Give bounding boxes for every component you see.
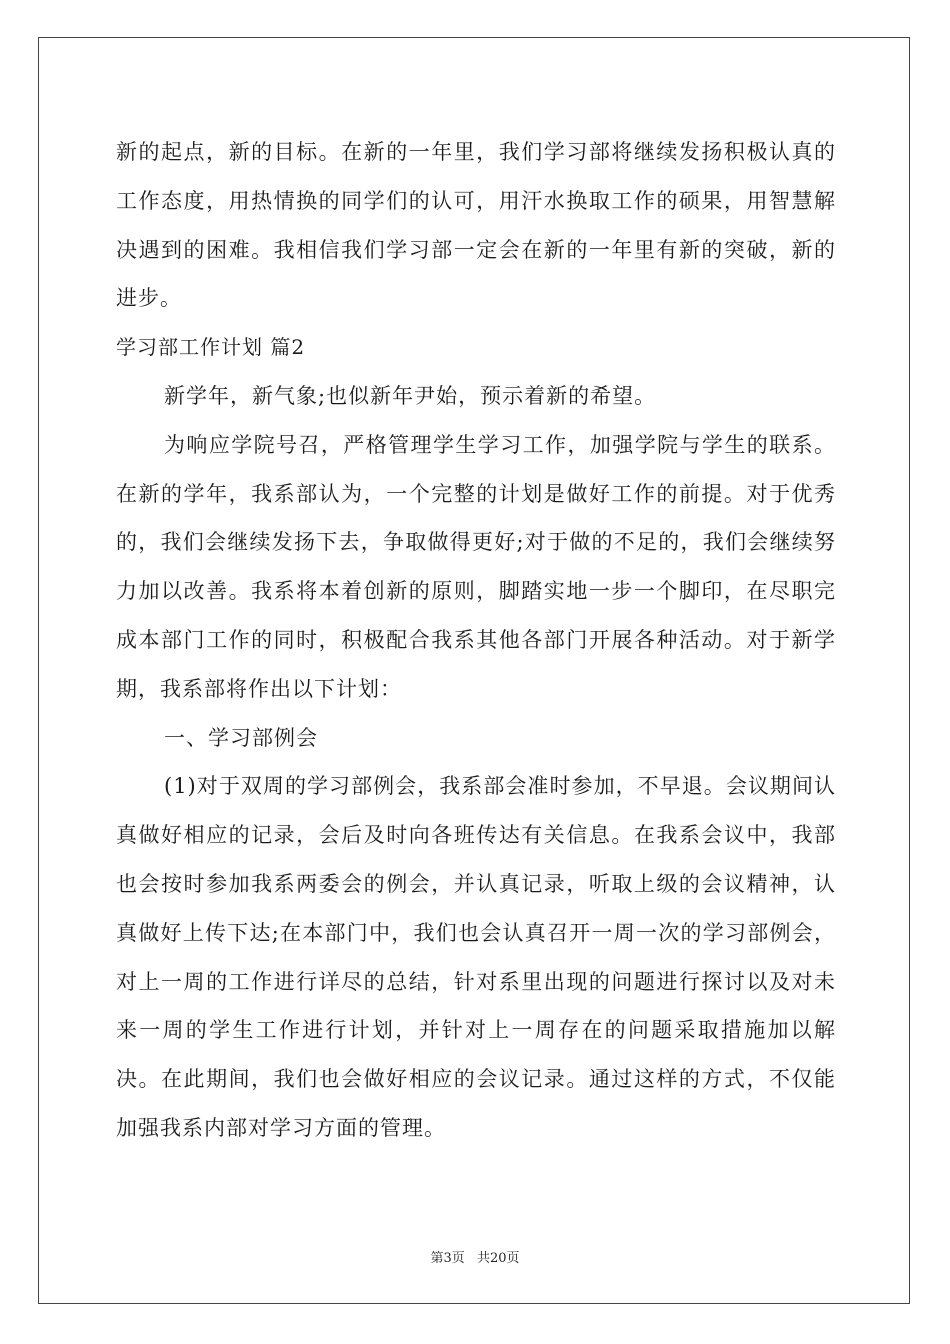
paragraph-intro: 新学年，新气象;也似新年尹始，预示着新的希望。 bbox=[164, 383, 657, 408]
page-number: 第3页 bbox=[430, 1251, 465, 1266]
section-title: 学习部工作计划 篇2 bbox=[116, 335, 306, 360]
page-footer bbox=[0, 1247, 950, 1266]
document-body bbox=[116, 128, 836, 1153]
paragraph-meeting: (1)对于双周的学习部例会，我系部会准时参加，不早退。会议期间认真做好相应的记录，会后及时向各班传达有关信息。在我系会议中，我部也会按时参加我系两委会的例会，并认真记录，听取上级的会议精神，认真做好上传下达;在本部门中，我们也会认真召开一周一次的学习部例会，对上一周的工作进行详尽的总结，针对系里出现的问题进行探讨以及对未来一周的学生工作进行计划，并针对上一周存在的问题采取措施加以解决。在此期间，我们也会做好相应的会议记录。通过这样的方式，不仅能加强我系内部对学习方面的管理。 bbox=[116, 774, 836, 1140]
paragraph-continuation: 新的起点，新的目标。在新的一年里，我们学习部将继续发扬积极认真的工作态度，用热情换的同学们的认可，用汗水换取工作的硕果，用智慧解决遇到的困难。我相信我们学习部一定会在新的一年里有新的突破，新的进步。 bbox=[116, 140, 836, 311]
subheading-meeting: 一、学习部例会 bbox=[164, 725, 318, 750]
page-total: 共20页 bbox=[476, 1251, 520, 1266]
paragraph-plan: 为响应学院号召，严格管理学生学习工作，加强学院与学生的联系。在新的学年，我系部认为，一个完整的计划是做好工作的前提。对于优秀的，我们会继续发扬下去，争取做得更好;对于做的不足的，我们会继续努力加以改善。我系将本着创新的原则，脚踏实地一步一个脚印，在尽职完成本部门工作的同时，积极配合我系其他各部门开展各种活动。对于新学期，我系部将作出以下计划： bbox=[116, 432, 836, 701]
